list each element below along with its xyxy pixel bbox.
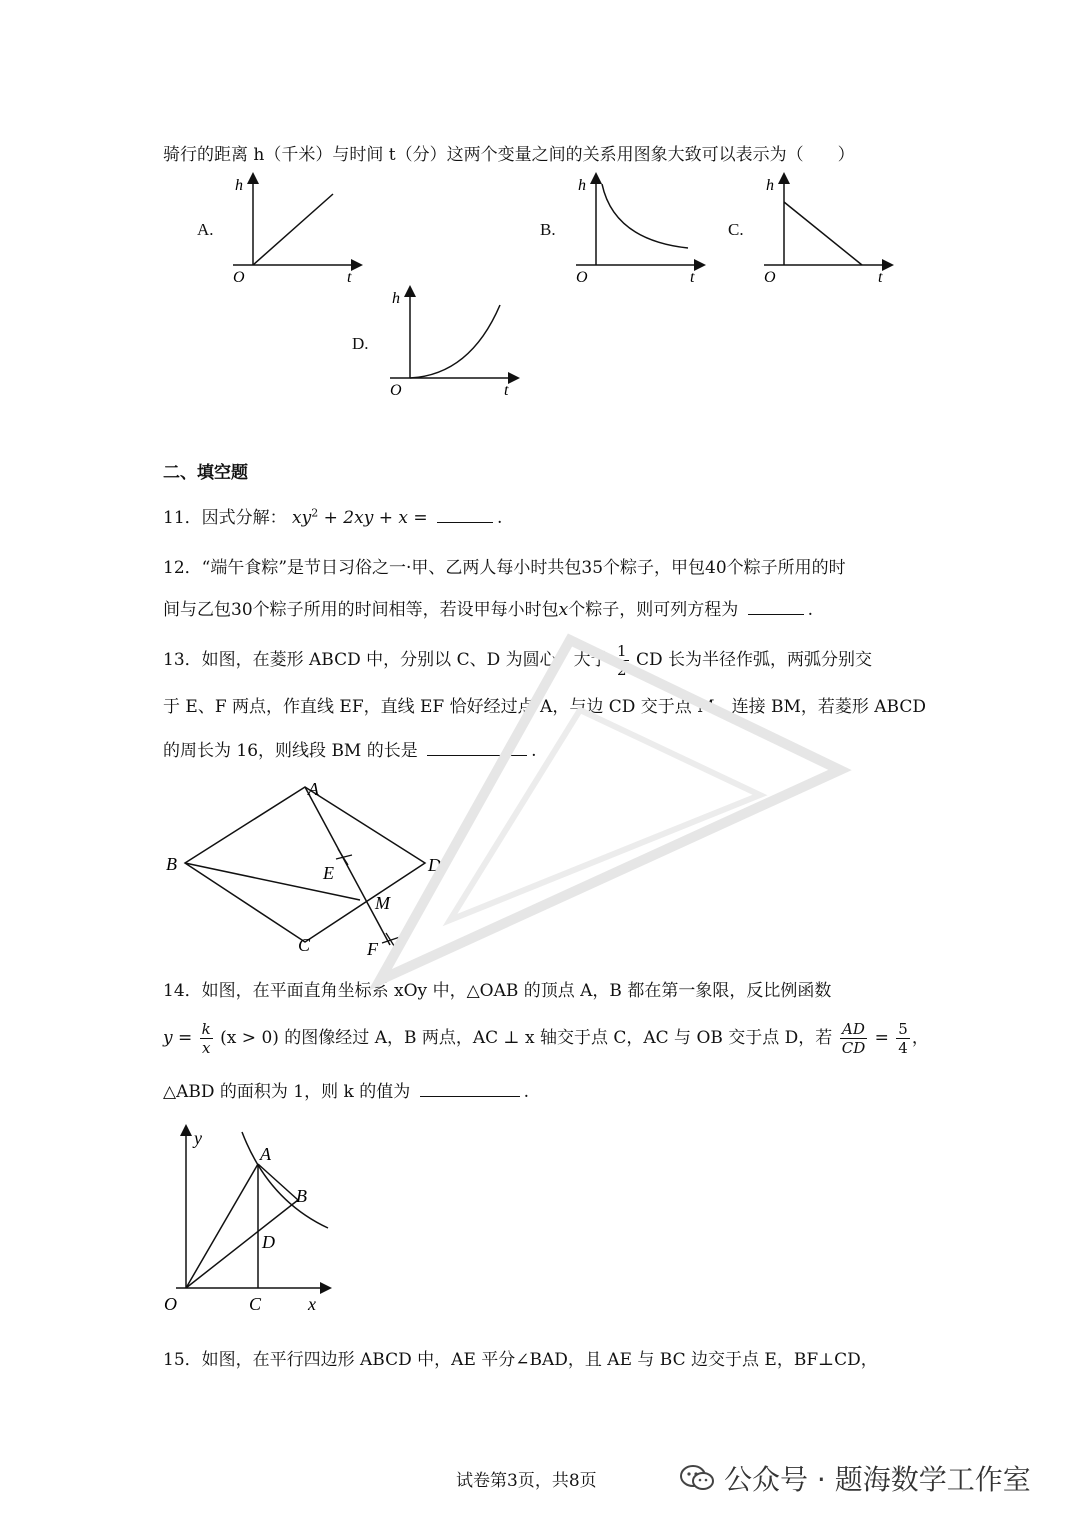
origin-label: O: [233, 269, 245, 285]
svg-text:t: t: [690, 269, 695, 285]
q11-answer-blank[interactable]: [437, 522, 493, 523]
section-title: 二、填空题: [163, 463, 248, 483]
svg-text:D: D: [428, 855, 441, 875]
svg-text:t: t: [504, 382, 509, 398]
q14-answer-blank[interactable]: [420, 1096, 520, 1097]
svg-text:h: h: [392, 290, 400, 307]
fraction-half: $\frac{1}{2}$: [617, 642, 627, 679]
brand-text: 公众号 · 题海数学工作室: [724, 1463, 1031, 1496]
svg-text:O: O: [390, 382, 402, 398]
option-b-graph: [568, 170, 708, 285]
curve-d: [410, 305, 500, 378]
option-c-label: C.: [728, 220, 744, 239]
curve-b: [602, 184, 688, 248]
svg-text:C: C: [298, 935, 311, 955]
svg-text:x: x: [308, 1294, 316, 1314]
svg-text:F: F: [367, 939, 378, 959]
svg-text:B: B: [166, 854, 177, 874]
svg-text:y: y: [194, 1128, 202, 1148]
svg-text:A: A: [308, 779, 319, 799]
q12-line2: 间与乙包30个粽子所用的时间相等，若设甲每小时包x个粽子，则可列方程为 .: [163, 600, 814, 620]
option-b-label: B.: [540, 220, 556, 239]
option-a-graph: [225, 170, 365, 285]
curve-c: [784, 202, 862, 265]
page-footer: 试卷第3页，共8页: [456, 1471, 597, 1491]
svg-text:D: D: [262, 1232, 275, 1252]
q14-coordinate-figure: [158, 1120, 348, 1320]
svg-text:t: t: [878, 269, 883, 285]
logo-watermark: [340, 620, 860, 1000]
option-c-graph: [756, 170, 896, 285]
q13-line1: 13．如图，在菱形 ABCD 中，分别以 C、D 为圆心，大于 $\frac{1}{2}$ CD 长为半径作弧，两弧分别交: [163, 642, 873, 679]
option-d-label: D.: [352, 334, 369, 353]
q15-line1: 15．如图，在平行四边形 ABCD 中，AE 平分∠BAD，且 AE 与 BC 边交于点 E，BF⊥CD，: [163, 1350, 878, 1370]
svg-text:O: O: [764, 269, 776, 285]
svg-text:C: C: [249, 1294, 262, 1314]
q14-line3: △ABD 的面积为 1，则 k 的值为 .: [163, 1082, 530, 1102]
q11: 11．因式分解： $xy^2 + 2xy + x$ = .: [163, 506, 503, 528]
svg-text:h: h: [578, 177, 586, 194]
svg-text:M: M: [375, 893, 390, 913]
svg-text:O: O: [164, 1294, 177, 1314]
q14-line1: 14．如图，在平面直角坐标系 xOy 中，△OAB 的顶点 A，B 都在第一象限，反比例函数: [163, 981, 832, 1001]
axis-label-h: h: [235, 177, 243, 194]
wechat-icon: [680, 1464, 714, 1492]
q12-line1: 12．“端午食粽”是节日习俗之一·甲、乙两人每小时共包35个粽子，甲包40个粽子所用的时: [163, 558, 846, 578]
svg-text:E: E: [323, 863, 334, 883]
q13-line3: 的周长为 16，则线段 BM 的长是 .: [163, 741, 537, 761]
option-d-graph: [382, 283, 522, 398]
brand-watermark: [680, 1458, 1031, 1498]
q13-line2: 于 E、F 两点，作直线 EF，直线 EF 恰好经过点 A，与边 CD 交于点 M，连接 BM，若菱形 ABCD: [163, 697, 926, 717]
option-a-label: A.: [197, 220, 214, 239]
svg-text:h: h: [766, 177, 774, 194]
axis-label-t: t: [347, 269, 352, 285]
q12-answer-blank[interactable]: [748, 614, 804, 615]
curve-a: [253, 194, 333, 265]
svg-text:B: B: [296, 1186, 307, 1206]
q14-line2: y = $\frac{k}{x}$ (x > 0) 的图像经过 A，B 两点，AC ⊥ x 轴交于点 C，AC 与 OB 交于点 D，若 $\frac{AD}{CD}$ = $\frac{5}{4}$ ，: [163, 1020, 929, 1057]
q10-stem: 骑行的距离 h（千米）与时间 t（分）这两个变量之间的关系用图象大致可以表示为（ ）: [163, 145, 855, 165]
svg-text:A: A: [260, 1144, 271, 1164]
svg-text:O: O: [576, 269, 588, 285]
